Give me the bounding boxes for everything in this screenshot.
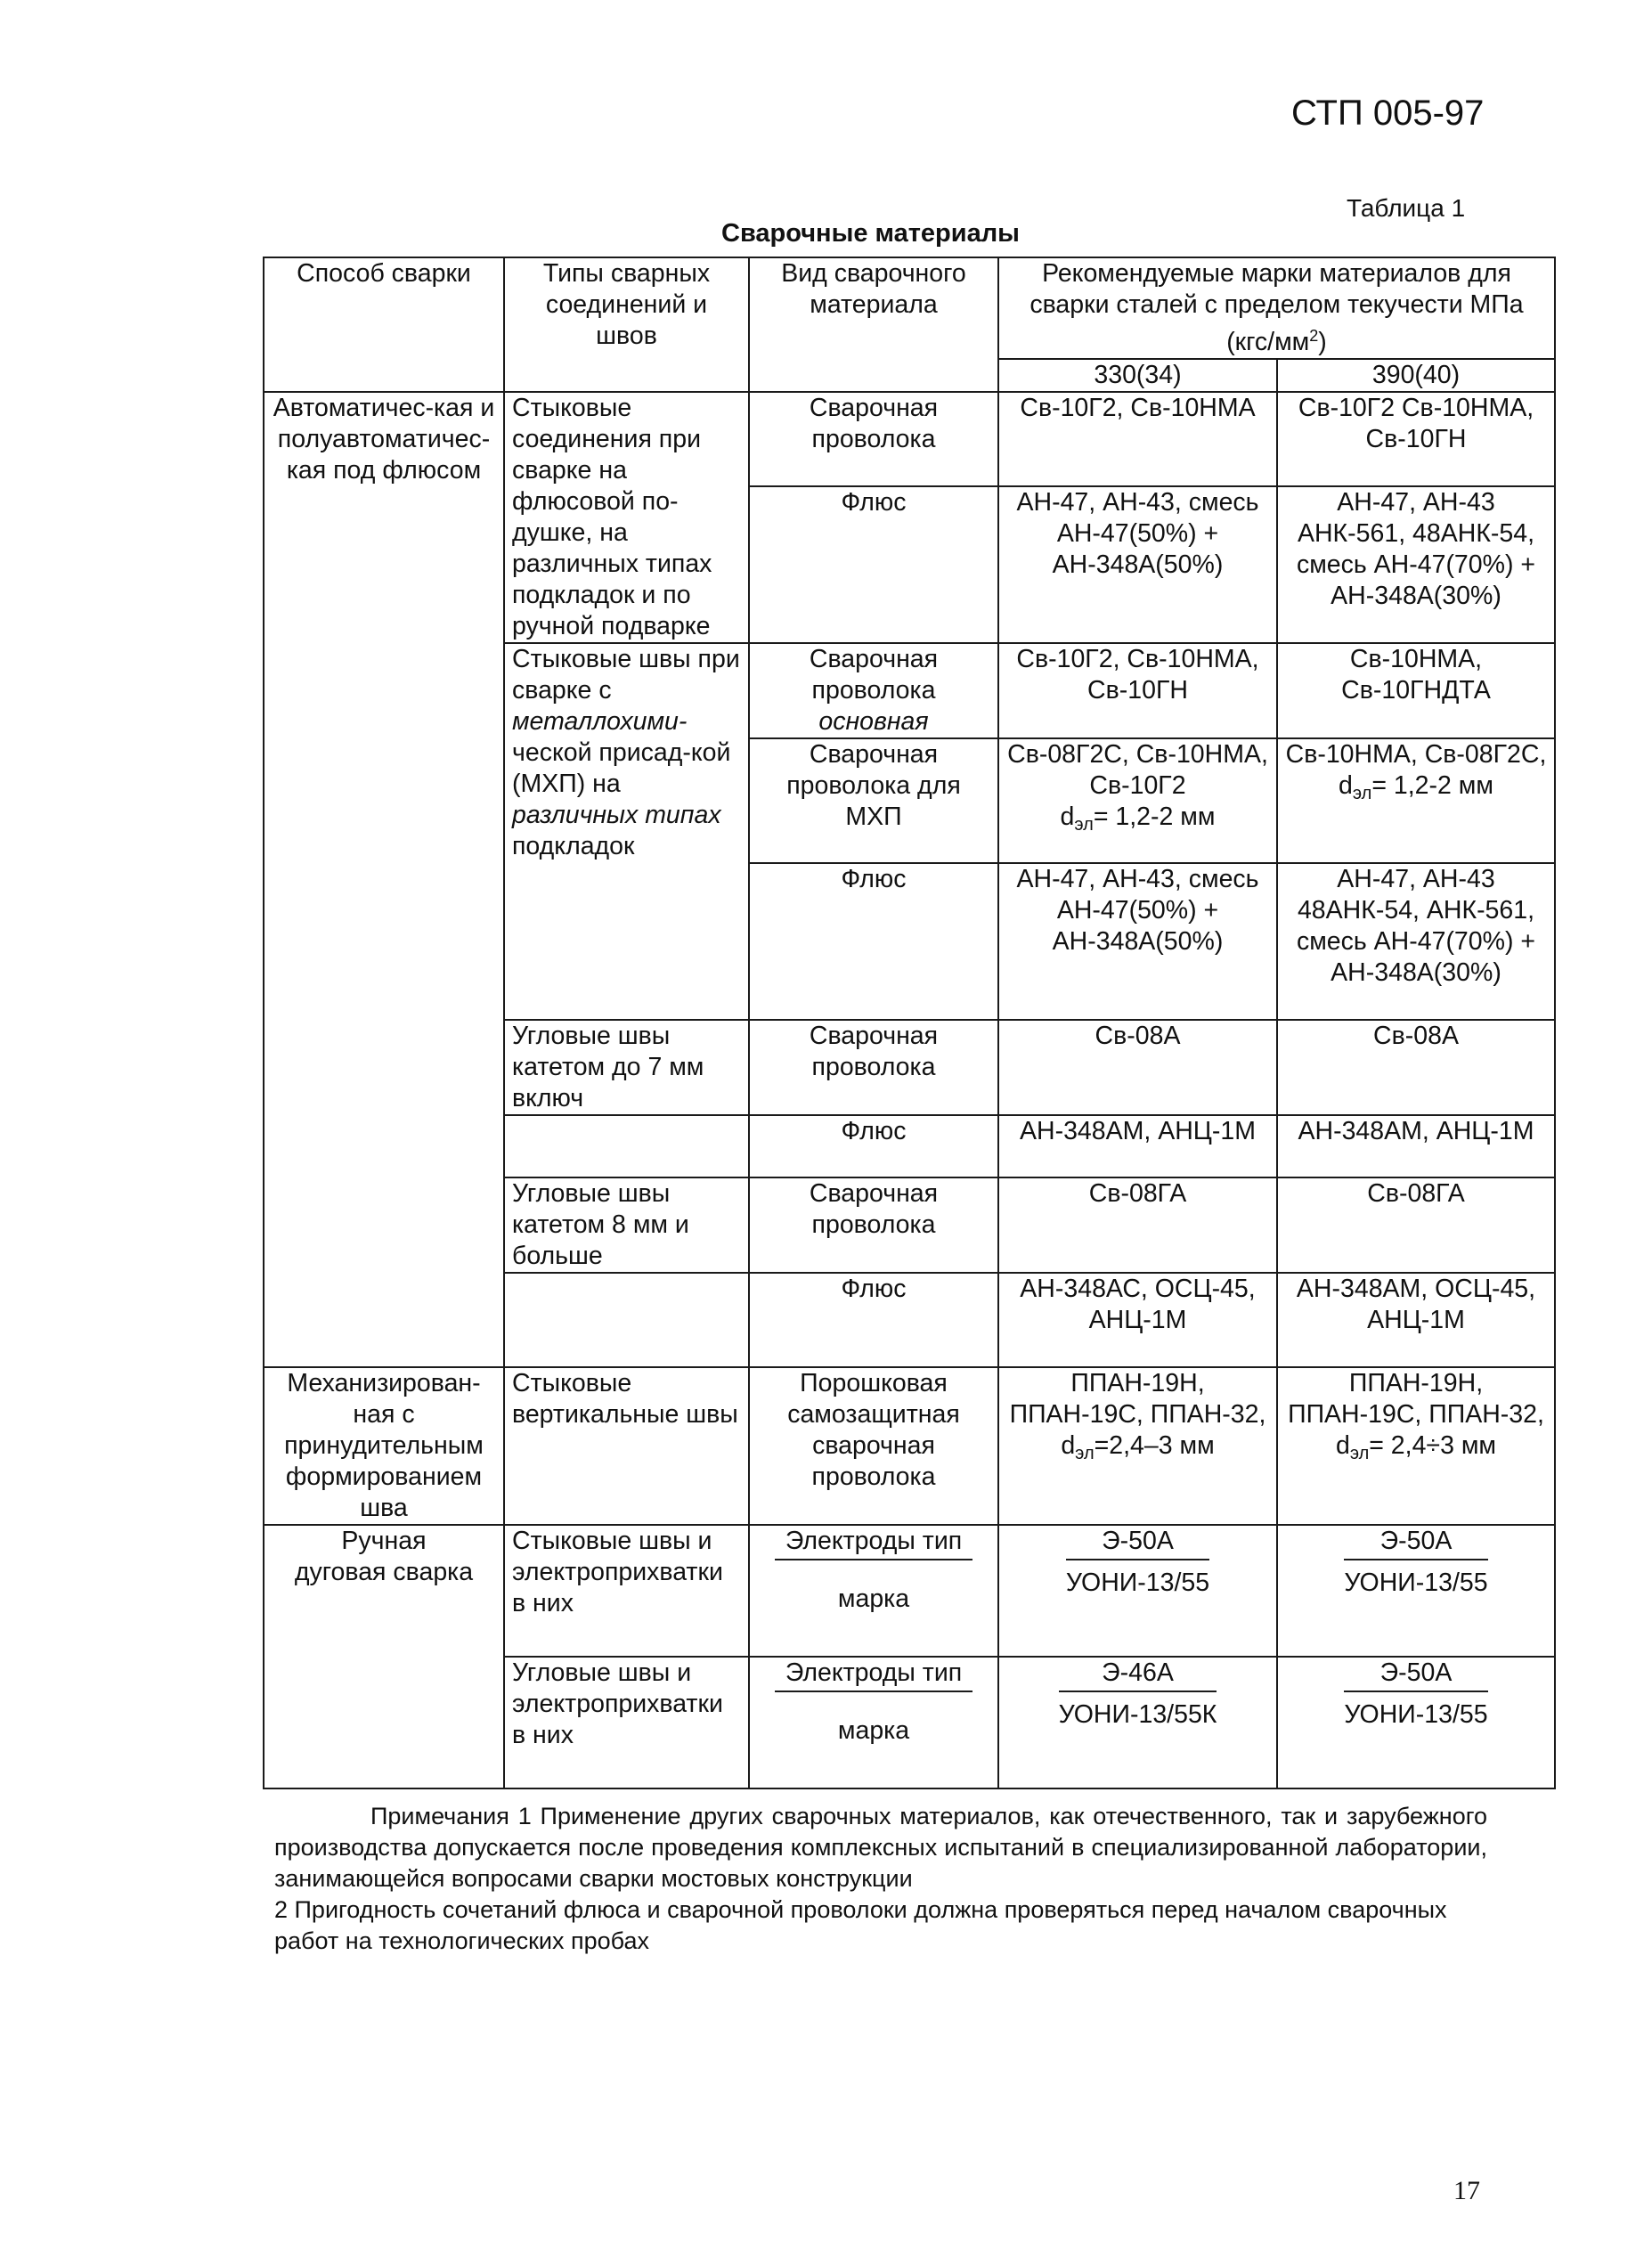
value-390-text: Св-10НМА, Св-08Г2С,: [1285, 740, 1547, 769]
electrode-brand-value: УОНИ-13/55: [1065, 1568, 1210, 1597]
header-recommended-text: Рекомендуемые марки материалов для сварки сталей с пределом текучести МПа (кгс/мм: [1029, 259, 1524, 356]
electrode-fraction: [1344, 1658, 1487, 1731]
header-recommended-tail: ): [1318, 328, 1327, 356]
method-manual-line2: дуговая сварка: [294, 1558, 474, 1586]
value-390: Св-08ГА: [1277, 1177, 1555, 1273]
value-390-d: d: [1335, 1431, 1350, 1460]
table-label: Таблица 1: [1347, 194, 1466, 222]
material-wire-main-italic: основная: [818, 707, 929, 736]
electrode-brand-value: УОНИ-13/55К: [1058, 1700, 1217, 1729]
value-390: АН-47, АН-43 АНК-561, 48АНК-54, смесь АН-47(70%) + АН-348А(30%): [1277, 486, 1555, 643]
joint-vertical: Стыковые вертикальные швы: [504, 1367, 749, 1525]
header-recommended: [998, 257, 1555, 359]
method-mech: Механизирован-ная с принудительным формированием шва: [264, 1367, 504, 1525]
electrode-type-value: Э-50А: [1344, 1658, 1487, 1692]
method-manual-line1: Ручная: [341, 1527, 427, 1555]
value-390: [1277, 738, 1555, 863]
value-330: АН-47, АН-43, смесь АН-47(50%) + АН-348А(50%): [998, 486, 1277, 643]
value-330-d: d: [1061, 1431, 1076, 1460]
header-recommended-sup: 2: [1309, 327, 1319, 345]
value-390-size: = 1,2-2 мм: [1371, 771, 1493, 800]
value-330-sub: эл: [1075, 1444, 1095, 1463]
electrodes-type: Электроды тип: [775, 1658, 972, 1692]
header-grade-330: 330(34): [998, 359, 1277, 392]
value-390: [1277, 1367, 1555, 1525]
electrode-brand-value: УОНИ-13/55: [1344, 1568, 1488, 1597]
material-flux: Флюс: [749, 1273, 998, 1367]
joint-butt-mhp: [504, 643, 749, 1020]
material-wire-main-text: Сварочная проволока: [809, 645, 939, 705]
electrodes-brand: марка: [837, 1716, 910, 1745]
material-flux: Флюс: [749, 1115, 998, 1177]
material-wire: Сварочная проволока: [749, 392, 998, 486]
joint-empty: [504, 1273, 749, 1367]
value-390-d: d: [1339, 771, 1353, 800]
material-wire: Сварочная проволока: [749, 1020, 998, 1115]
table-row: [264, 1367, 1555, 1525]
electrodes-brand: марка: [837, 1585, 910, 1613]
value-330-sub: эл: [1074, 815, 1094, 835]
joint-butt-mhp-line4: различных типах: [512, 801, 721, 829]
joint-butt-tack: Стыковые швы и электроприхватки в них: [504, 1525, 749, 1657]
value-390: [1277, 1525, 1555, 1657]
value-330-d: d: [1060, 803, 1075, 831]
value-390-text: ППАН-19Н, ППАН-19С, ППАН-32,: [1288, 1369, 1544, 1429]
header-joint-types: Типы сварных соединений и швов: [504, 257, 749, 392]
value-330-text: Св-08Г2С, Св-10НМА, Св-10Г2: [1007, 740, 1268, 800]
value-330: АН-47, АН-43, смесь АН-47(50%) + АН-348А(50%): [998, 863, 1277, 1020]
material-flux: Флюс: [749, 486, 998, 643]
electrode-brand-value: УОНИ-13/55: [1344, 1700, 1488, 1729]
electrode-type-value: Э-50А: [1066, 1526, 1209, 1560]
value-390-sub: эл: [1349, 1444, 1370, 1463]
value-330-size: =2,4–3 мм: [1094, 1431, 1215, 1460]
value-390: АН-47, АН-43 48АНК-54, АНК-561, смесь АН-47(70%) + АН-348А(30%): [1277, 863, 1555, 1020]
value-390: Св-10Г2 Св-10НМА, Св-10ГН: [1277, 392, 1555, 486]
joint-empty: [504, 1115, 749, 1177]
value-330: Св-08ГА: [998, 1177, 1277, 1273]
joint-butt-mhp-line3: ческой присад-кой (МХП) на: [512, 738, 731, 798]
material-flux: Флюс: [749, 863, 998, 1020]
document-code: СТП 005-97: [1291, 94, 1485, 133]
note-2: 2 Пригодность сочетаний флюса и сварочной проволоки должна проверяться перед началом сварочных работ на технологических пробах: [274, 1896, 1447, 1954]
value-390: Св-08А: [1277, 1020, 1555, 1115]
value-390-sub: эл: [1352, 784, 1372, 803]
joint-butt-flux-cushion: Стыковые соединения при сварке на флюсовой по-душке, на различных типах подкладок и по ручной подварке: [504, 392, 749, 643]
page-number: 17: [1453, 2176, 1480, 2205]
material-electrodes: [749, 1657, 998, 1788]
material-flux-cored: Порошковая самозащитная сварочная проволока: [749, 1367, 998, 1525]
value-390: АН-348АМ, АНЦ-1М: [1277, 1115, 1555, 1177]
table-row: [264, 1525, 1555, 1657]
electrodes-fraction: [775, 1526, 972, 1615]
value-330: АН-348АМ, АНЦ-1М: [998, 1115, 1277, 1177]
value-390: Св-10НМА, Св-10ГНДТА: [1277, 643, 1555, 738]
value-330: Св-10Г2, Св-10НМА, Св-10ГН: [998, 643, 1277, 738]
electrodes-type: Электроды тип: [775, 1526, 972, 1560]
material-wire-mhp: Сварочная проволока для МХП: [749, 738, 998, 863]
value-330-size: = 1,2-2 мм: [1093, 803, 1216, 831]
note-1: Примечания 1 Применение других сварочных материалов, как отечественного, так и зарубежного производства допускается после проведения комплексных испытаний в специализированной лаборатории, занимающейся вопросами сварки мостовых конструкции: [274, 1803, 1487, 1892]
value-390: АН-348АМ, ОСЦ-45, АНЦ-1М: [1277, 1273, 1555, 1367]
value-330: [998, 1367, 1277, 1525]
electrode-fraction: [1059, 1658, 1217, 1731]
joint-fillet-tack: Угловые швы и электроприхватки в них: [504, 1657, 749, 1788]
header-grade-390: 390(40): [1277, 359, 1555, 392]
notes: [274, 1801, 1487, 1957]
value-330: [998, 738, 1277, 863]
joint-fillet-8: Угловые швы катетом 8 мм и больше: [504, 1177, 749, 1273]
header-row: [264, 257, 1555, 359]
electrode-type-value: Э-50А: [1344, 1526, 1487, 1560]
table-title: Сварочные материалы: [721, 219, 1020, 248]
joint-butt-mhp-line5: подкладок: [512, 832, 635, 860]
material-electrodes: [749, 1525, 998, 1657]
value-390-size: = 2,4÷3 мм: [1369, 1431, 1497, 1460]
value-330: [998, 1657, 1277, 1788]
value-390: [1277, 1657, 1555, 1788]
method-manual: [264, 1525, 504, 1788]
material-wire-main: [749, 643, 998, 738]
value-330: [998, 1525, 1277, 1657]
method-auto: Автоматичес-кая и полуавтоматичес-кая под флюсом: [264, 392, 504, 1367]
value-330-text: ППАН-19Н, ППАН-19С, ППАН-32,: [1009, 1369, 1266, 1429]
joint-fillet-7: Угловые швы катетом до 7 мм включ: [504, 1020, 749, 1115]
material-wire: Сварочная проволока: [749, 1177, 998, 1273]
header-method: Способ сварки: [264, 257, 504, 392]
electrode-fraction: [1344, 1526, 1487, 1599]
value-330: Св-08А: [998, 1020, 1277, 1115]
joint-butt-mhp-line1: Стыковые швы при сварке с: [512, 645, 740, 705]
table-row: [264, 392, 1555, 486]
value-330: АН-348АС, ОСЦ-45, АНЦ-1М: [998, 1273, 1277, 1367]
header-material-type: Вид сварочного материала: [749, 257, 998, 392]
electrodes-fraction: [775, 1658, 972, 1747]
electrode-type-value: Э-46А: [1059, 1658, 1217, 1692]
electrode-fraction: [1066, 1526, 1209, 1599]
value-330: Св-10Г2, Св-10НМА: [998, 392, 1277, 486]
joint-butt-mhp-line2: металлохими-: [512, 707, 688, 736]
welding-materials-table: [263, 257, 1556, 1789]
